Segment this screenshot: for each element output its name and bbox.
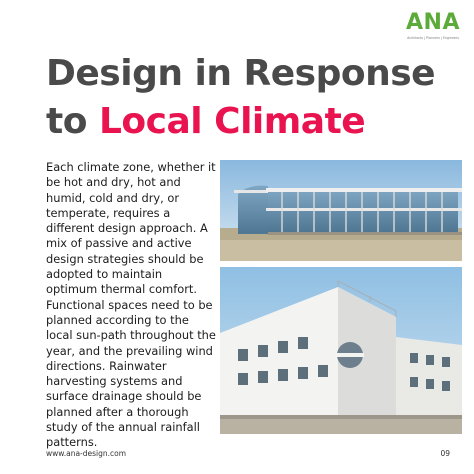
page-title xyxy=(46,50,435,146)
logo-mark: ANA xyxy=(406,10,460,35)
body-paragraph: Each climate zone, whether it be hot and dry, hot and humid, cold and dry, or temperate, requires a different design approach. A mix of passive and active design strategies should be adopted to maintain optimum thermal comfort. Functional spaces need to be planned according to the local sun-path throughout the year, and the prevailing wind directions. Rainwater harvesting systems and surface drainage should be planned after a thorough study of the annual rainfall patterns. xyxy=(46,160,216,450)
footer-url[interactable]: www.ana-design.com xyxy=(46,449,127,458)
title-highlight: Local Climate xyxy=(98,101,366,142)
page-number: 09 xyxy=(440,449,450,458)
logo xyxy=(406,12,460,46)
title-line-2 xyxy=(46,98,435,146)
white-building-circular-window-photo xyxy=(220,267,462,434)
glass-facade-building-photo xyxy=(220,160,462,261)
logo-tagline: Architects | Planners | Engineers xyxy=(407,36,459,40)
title-line-1: Design in Response xyxy=(46,53,436,94)
title-line-2-prefix: to xyxy=(46,101,99,142)
